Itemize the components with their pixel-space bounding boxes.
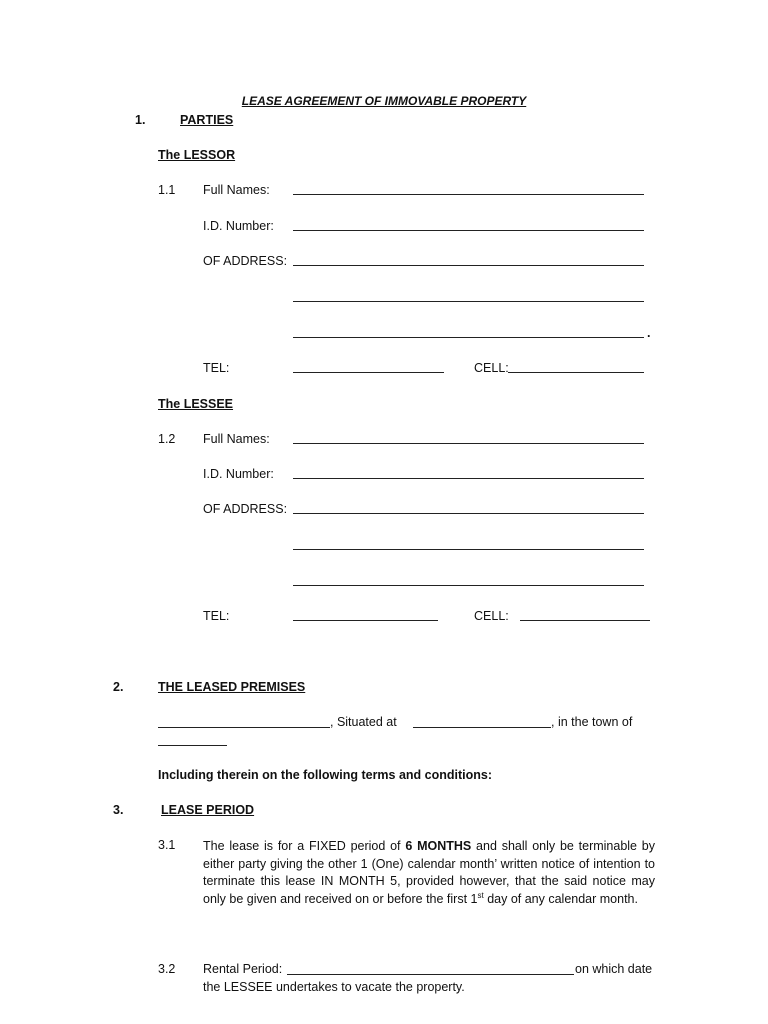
- lessor-tel-label: TEL:: [203, 361, 230, 375]
- premises-town-line[interactable]: [158, 745, 227, 746]
- clause-3-1-text-b: and shall only be terminable by either party giving the other 1 (One) calendar month’ written notice of intention to terminate this lease IN MONTH 5, provided however, that the said notice may only be given and received on or before the first 1: [203, 839, 655, 906]
- clause-1-1-number: 1.1: [158, 183, 176, 197]
- section-1-heading: PARTIES: [180, 113, 234, 127]
- premises-description-line[interactable]: [158, 727, 330, 728]
- lessor-full-names-label: Full Names:: [203, 183, 270, 197]
- clause-3-2-number: 3.2: [158, 962, 176, 976]
- clause-1-2-number: 1.2: [158, 432, 176, 446]
- lessee-cell-line[interactable]: [520, 620, 650, 621]
- clause-3-1-ordinal: st: [477, 890, 484, 900]
- lessee-heading: The LESSEE: [158, 397, 234, 411]
- document-title: LEASE AGREEMENT OF IMMOVABLE PROPERTY: [241, 94, 527, 108]
- lessee-address-label: OF ADDRESS:: [203, 502, 288, 516]
- lessor-address-period: .: [647, 326, 651, 340]
- rental-period-line[interactable]: [287, 974, 574, 975]
- lessor-cell-line[interactable]: [508, 372, 644, 373]
- premises-situated-text: , Situated at: [330, 715, 397, 729]
- rental-period-line-2: the LESSEE undertakes to vacate the property.: [203, 980, 465, 994]
- lessor-address-line-1[interactable]: [293, 265, 644, 266]
- lessee-full-names-label: Full Names:: [203, 432, 270, 446]
- lessor-address-line-3[interactable]: [293, 337, 644, 338]
- premises-terms-text: Including therein on the following terms and conditions:: [158, 768, 493, 782]
- premises-situated-line[interactable]: [413, 727, 551, 728]
- lessor-heading: The LESSOR: [158, 148, 236, 162]
- clause-3-1-text-c: day of any calendar month.: [483, 891, 638, 906]
- lessor-id-line[interactable]: [293, 230, 644, 231]
- lessee-address-line-1[interactable]: [293, 513, 644, 514]
- lessee-cell-label: CELL:: [474, 609, 509, 623]
- clause-3-1-number: 3.1: [158, 838, 176, 852]
- lessee-address-line-3[interactable]: [293, 585, 644, 586]
- lessor-address-label: OF ADDRESS:: [203, 254, 288, 268]
- lessor-id-label: I.D. Number:: [203, 219, 274, 233]
- rental-period-label: Rental Period:: [203, 962, 283, 976]
- lessor-full-names-line[interactable]: [293, 194, 644, 195]
- premises-town-text: , in the town of: [551, 715, 633, 729]
- lessee-id-line[interactable]: [293, 478, 644, 479]
- lessor-address-line-2[interactable]: [293, 301, 644, 302]
- section-2-heading: THE LEASED PREMISES: [158, 680, 306, 694]
- clause-3-1-text-a: The lease is for a FIXED period of: [203, 839, 406, 853]
- lessee-tel-label: TEL:: [203, 609, 230, 623]
- lessee-address-line-2[interactable]: [293, 549, 644, 550]
- lessee-tel-line[interactable]: [293, 620, 438, 621]
- rental-period-after: on which date: [575, 962, 653, 976]
- clause-3-1-text: [203, 838, 655, 908]
- lessee-full-names-line[interactable]: [293, 443, 644, 444]
- clause-3-1-period: 6 MONTHS: [405, 839, 472, 853]
- lessee-id-label: I.D. Number:: [203, 467, 274, 481]
- section-2-number: 2.: [113, 680, 124, 694]
- section-1-number: 1.: [135, 113, 146, 127]
- section-3-number: 3.: [113, 803, 124, 817]
- lessor-cell-label: CELL:: [474, 361, 509, 375]
- lessor-tel-line[interactable]: [293, 372, 444, 373]
- section-3-heading: LEASE PERIOD: [161, 803, 255, 817]
